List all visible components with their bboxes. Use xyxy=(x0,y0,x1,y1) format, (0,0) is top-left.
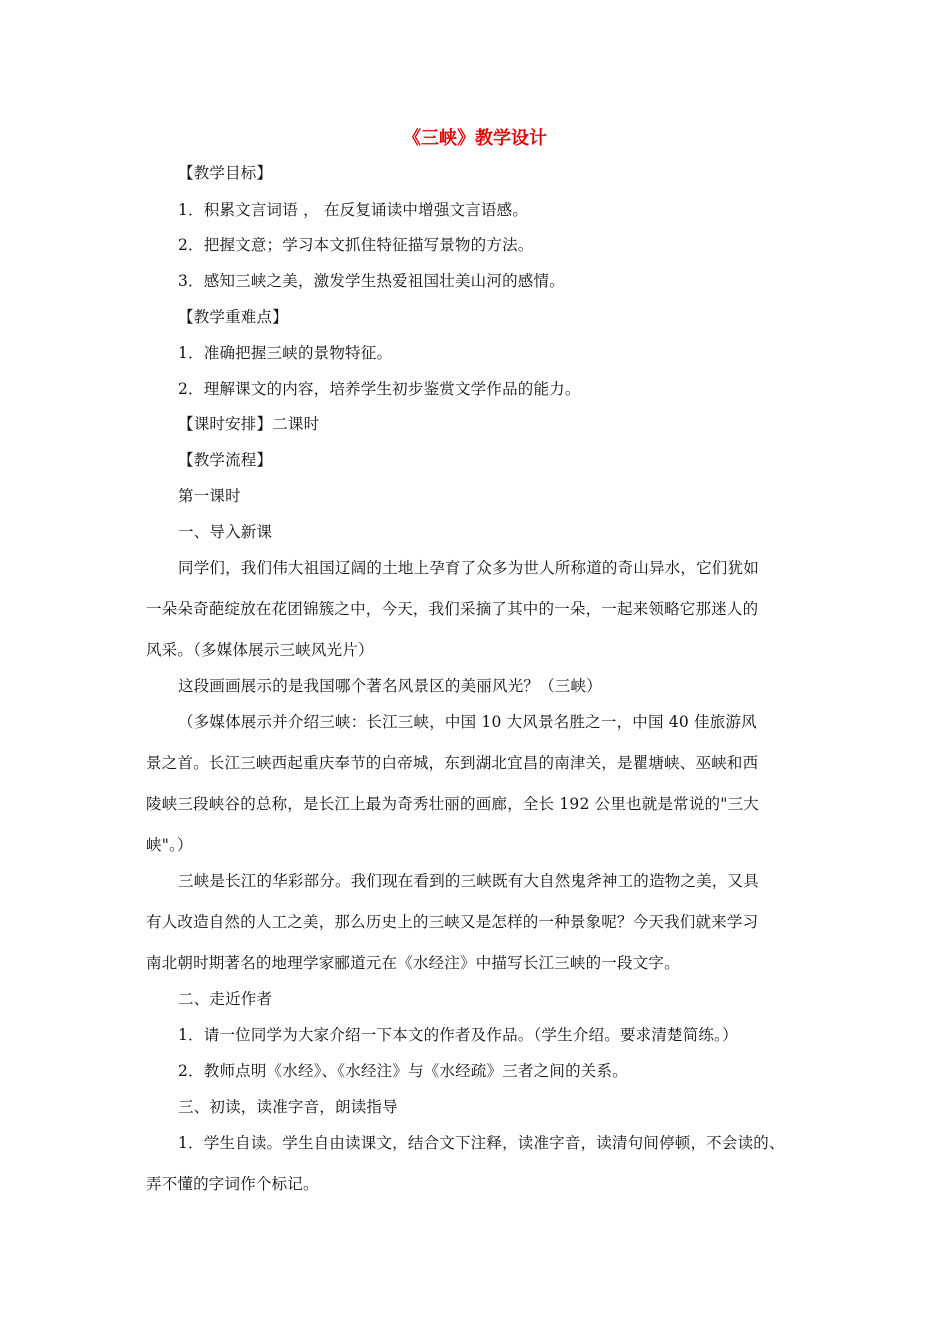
paragraph-line: 陵峡三段峡谷的总称，是长江上最为奇秀壮丽的画廊，全长 192 公里也就是常说的"三大 xyxy=(146,795,759,813)
objective-item: 3．感知三峡之美，激发学生热爱祖国壮美山河的感情。 xyxy=(178,272,565,290)
step-heading: 二、走近作者 xyxy=(178,990,273,1008)
section-heading-key-points: 【教学重难点】 xyxy=(178,308,288,326)
objective-item: 1．积累文言词语 ， 在反复诵读中增强文言语感。 xyxy=(178,201,529,219)
paragraph-line: 同学们，我们伟大祖国辽阔的土地上孕育了众多为世人所称道的奇山异水，它们犹如 xyxy=(178,559,759,577)
lesson-label: 第一课时 xyxy=(178,487,241,505)
section-heading-objectives: 【教学目标】 xyxy=(178,164,273,182)
paragraph-line: 南北朝时期著名的地理学家郦道元在《水经注》中描写长江三峡的一段文字。 xyxy=(146,954,680,972)
step-item: 1．请一位同学为大家介绍一下本文的作者及作品。（学生介绍。要求清楚简练。） xyxy=(178,1026,738,1044)
paragraph-line: 峡"。） xyxy=(146,836,193,854)
step-heading: 一、导入新课 xyxy=(178,523,273,541)
paragraph-line: 这段画画展示的是我国哪个著名风景区的美丽风光？（三峡） xyxy=(178,677,602,695)
key-point-item: 2．理解课文的内容，培养学生初步鉴赏文学作品的能力。 xyxy=(178,380,581,398)
key-point-item: 1．准确把握三峡的景物特征。 xyxy=(178,344,393,362)
paragraph-line: 一朵朵奇葩绽放在花团锦簇之中，今天，我们采摘了其中的一朵，一起来领略它那迷人的 xyxy=(146,600,759,618)
paragraph-line: 有人改造自然的人工之美，那么历史上的三峡又是怎样的一种景象呢？今天我们就来学习 xyxy=(146,913,759,931)
paragraph-line: （多媒体展示并介绍三峡：长江三峡，中国 10 大风景名胜之一，中国 40 佳旅游风 xyxy=(178,713,757,731)
step-heading: 三、初读，读准字音，朗读指导 xyxy=(178,1098,398,1116)
document-title: 《三峡》教学设计 xyxy=(403,128,547,149)
step-item: 2．教师点明《水经》、《水经注》与《水经疏》三者之间的关系。 xyxy=(178,1062,628,1080)
paragraph-line: 三峡是长江的华彩部分。我们现在看到的三峡既有大自然鬼斧神工的造物之美，又具 xyxy=(178,872,759,890)
section-heading-schedule: 【课时安排】二课时 xyxy=(178,415,320,433)
section-heading-flow: 【教学流程】 xyxy=(178,451,273,469)
paragraph-line: 风采。（多媒体展示三峡风光片） xyxy=(146,641,374,659)
paragraph-line: 景之首。长江三峡西起重庆奉节的白帝城，东到湖北宜昌的南津关，是瞿塘峡、巫峡和西 xyxy=(146,754,759,772)
objective-item: 2．把握文意；学习本文抓住特征描写景物的方法。 xyxy=(178,236,534,254)
paragraph-line: 弄不懂的字词作个标记。 xyxy=(146,1175,319,1193)
step-item: 1．学生自读。学生自由读课文，结合文下注释，读准字音，读清句间停顿，不会读的、 xyxy=(178,1134,785,1152)
